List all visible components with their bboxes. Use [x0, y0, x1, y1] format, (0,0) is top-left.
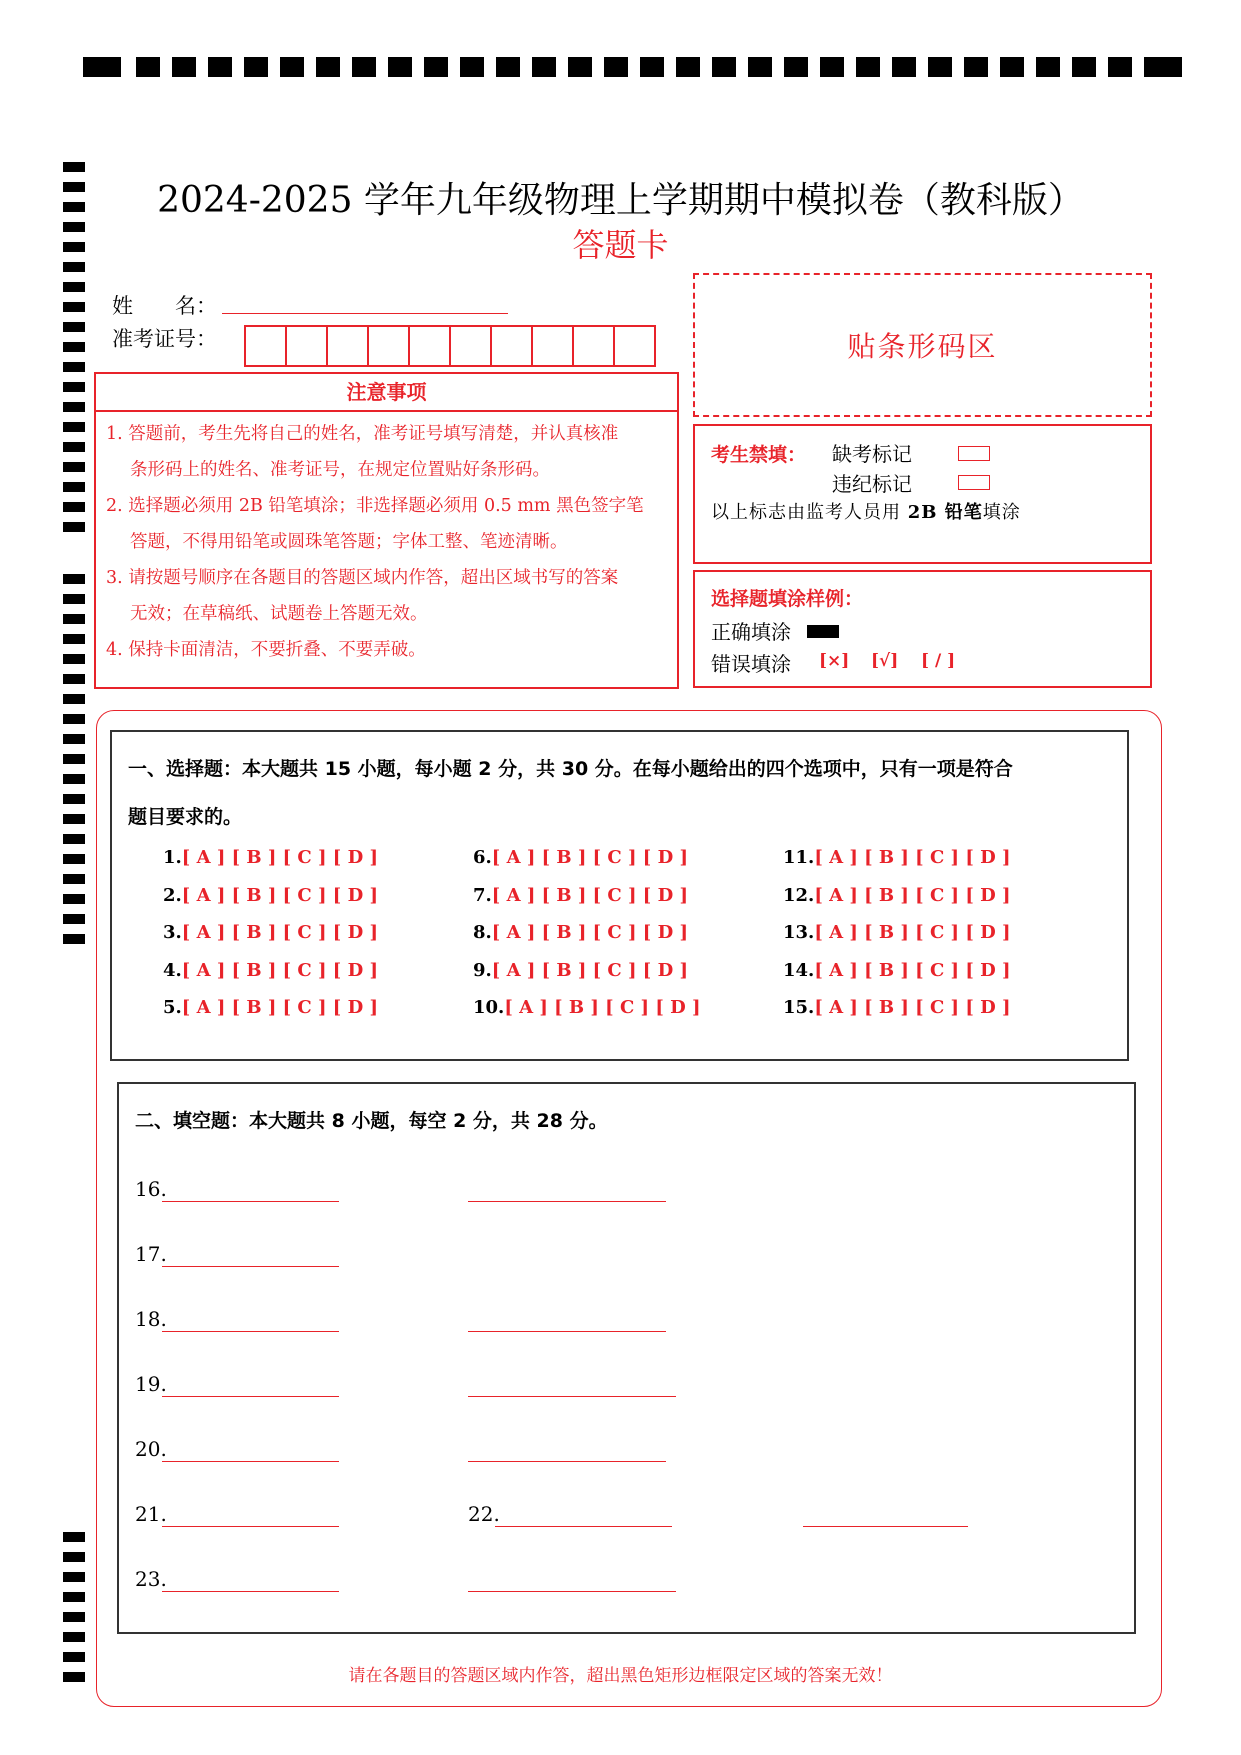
notice-item: 3. 请按题号顺序在各题目的答题区域内作答，超出区域书写的答案	[106, 568, 619, 588]
fill-example-box	[693, 570, 1152, 688]
notice-item: 条形码上的姓名、准考证号，在规定位置贴好条形码。	[130, 460, 550, 480]
name-field[interactable]	[222, 312, 508, 314]
fill-question-21-number: 21.	[135, 1502, 167, 1526]
fill-question-19-number: 19.	[135, 1372, 167, 1396]
choice-options[interactable]: [ A ] [ B ] [ C ] [ D ]	[181, 960, 378, 981]
exam-id-box[interactable]	[533, 327, 574, 365]
exam-id-box[interactable]	[287, 327, 328, 365]
wrong-fill-label: 错误填涂	[711, 652, 791, 676]
candidate-restricted-box	[693, 424, 1152, 564]
exam-id-box[interactable]	[615, 327, 654, 365]
answer-blank[interactable]	[162, 1331, 339, 1332]
wrong-fill-sample: [×]	[819, 651, 850, 671]
fill-question-23-number: 23.	[135, 1567, 167, 1591]
choice-options[interactable]: [ A ] [ B ] [ C ] [ D ]	[491, 847, 688, 868]
notice-item: 2. 选择题必须用 2B 铅笔填涂；非选择题必须用 0.5 mm 黑色签字笔	[106, 496, 644, 516]
question-number: 5.	[163, 997, 182, 1018]
choice-options[interactable]: [ A ] [ B ] [ C ] [ D ]	[181, 847, 378, 868]
question-number: 3.	[163, 922, 182, 943]
candidate-note-suffix: 填涂	[982, 502, 1021, 523]
left-timing-marks-lower	[63, 1532, 85, 1682]
answer-blank[interactable]	[162, 1461, 339, 1462]
choice-options[interactable]: [ A ] [ B ] [ C ] [ D ]	[491, 922, 688, 943]
question-number: 7.	[473, 885, 492, 906]
exam-id-box[interactable]	[574, 327, 615, 365]
correct-fill-sample	[807, 625, 839, 638]
fill-question-16-number: 16.	[135, 1177, 167, 1201]
wrong-fill-sample: [√]	[871, 651, 899, 671]
fill-question-18-number: 18.	[135, 1307, 167, 1331]
barcode-area	[693, 273, 1152, 417]
violation-mark-label: 违纪标记	[832, 472, 912, 496]
choice-question-4[interactable]	[163, 960, 378, 981]
exam-title: 2024-2025 学年九年级物理上学期期中模拟卷（教科版）	[157, 180, 1084, 221]
fill-in-section-heading: 二、填空题：本大题共 8 小题，每空 2 分，共 28 分。	[135, 1110, 608, 1132]
top-timing-marks	[83, 57, 1180, 79]
candidate-restricted-label: 考生禁填：	[711, 444, 807, 466]
notice-item: 1. 答题前，考生先将自己的姓名，准考证号填写清楚，并认真核准	[106, 424, 619, 444]
notice-item: 答题，不得用铅笔或圆珠笔答题；字体工整、笔迹清晰。	[130, 532, 568, 552]
question-number: 13.	[783, 922, 815, 943]
answer-blank[interactable]	[468, 1201, 666, 1202]
notice-item: 4. 保持卡面清洁，不要折叠、不要弄破。	[106, 640, 426, 660]
notice-item: 无效；在草稿纸、试题卷上答题无效。	[130, 604, 428, 624]
exam-id-label: 准考证号：	[112, 327, 217, 351]
barcode-area-label: 贴条形码区	[847, 330, 998, 363]
question-number: 9.	[473, 960, 492, 981]
choice-options[interactable]: [ A ] [ B ] [ C ] [ D ]	[491, 960, 688, 981]
answer-blank[interactable]	[162, 1591, 339, 1592]
choice-question-2[interactable]	[163, 885, 378, 906]
answer-blank[interactable]	[162, 1201, 339, 1202]
exam-id-box[interactable]	[246, 327, 287, 365]
choice-options[interactable]: [ A ] [ B ] [ C ] [ D ]	[814, 847, 1011, 868]
notice-heading: 注意事项	[96, 374, 677, 412]
question-number: 4.	[163, 960, 182, 981]
choice-question-11[interactable]	[783, 847, 1011, 868]
question-number: 8.	[473, 922, 492, 943]
answer-blank[interactable]	[468, 1591, 676, 1592]
footer-warning: 请在各题目的答题区域内作答，超出黑色矩形边框限定区域的答案无效！	[348, 1666, 893, 1686]
choice-question-3[interactable]	[163, 922, 378, 943]
choice-options[interactable]: [ A ] [ B ] [ C ] [ D ]	[814, 997, 1011, 1018]
candidate-note-prefix: 以上标志由监考人员用	[711, 502, 908, 523]
question-number: 10.	[473, 997, 505, 1018]
exam-id-box[interactable]	[451, 327, 492, 365]
fill-question-17-number: 17.	[135, 1242, 167, 1266]
notice-box	[94, 372, 679, 689]
answer-blank[interactable]	[495, 1526, 672, 1527]
candidate-note	[711, 498, 1021, 524]
question-number: 2.	[163, 885, 182, 906]
choice-question-15[interactable]	[783, 997, 1011, 1018]
fill-question-20-number: 20.	[135, 1437, 167, 1461]
answer-blank[interactable]	[162, 1266, 339, 1267]
choice-section	[110, 730, 1129, 1061]
choice-options[interactable]: [ A ] [ B ] [ C ] [ D ]	[504, 997, 701, 1018]
left-timing-marks-middle	[63, 574, 85, 936]
exam-id-box[interactable]	[369, 327, 410, 365]
question-number: 15.	[783, 997, 815, 1018]
answer-blank[interactable]	[162, 1526, 339, 1527]
absent-mark-label: 缺考标记	[832, 442, 912, 466]
choice-question-7[interactable]	[473, 885, 688, 906]
answer-blank[interactable]	[468, 1331, 666, 1332]
question-number: 12.	[783, 885, 815, 906]
choice-options[interactable]: [ A ] [ B ] [ C ] [ D ]	[181, 997, 378, 1018]
fill-in-section	[117, 1082, 1136, 1634]
wrong-fill-sample: [ / ]	[921, 651, 956, 671]
choice-options[interactable]: [ A ] [ B ] [ C ] [ D ]	[181, 885, 378, 906]
choice-question-14[interactable]	[783, 960, 1011, 981]
answer-blank[interactable]	[803, 1526, 968, 1527]
choice-options[interactable]: [ A ] [ B ] [ C ] [ D ]	[491, 885, 688, 906]
choice-options[interactable]: [ A ] [ B ] [ C ] [ D ]	[181, 922, 378, 943]
choice-question-9[interactable]	[473, 960, 688, 981]
answer-sheet-subtitle: 答题卡	[572, 226, 669, 264]
exam-id-box[interactable]	[410, 327, 451, 365]
absent-mark-box[interactable]	[958, 446, 990, 461]
name-label: 姓 名：	[112, 294, 217, 318]
choice-options[interactable]: [ A ] [ B ] [ C ] [ D ]	[814, 885, 1011, 906]
choice-options[interactable]: [ A ] [ B ] [ C ] [ D ]	[814, 960, 1011, 981]
choice-question-1[interactable]	[163, 847, 378, 868]
exam-id-box[interactable]	[492, 327, 533, 365]
candidate-note-bold: 2B 铅笔	[907, 502, 983, 523]
fill-question-22-number: 22.	[468, 1502, 500, 1526]
choice-section-heading: 一、选择题：本大题共 15 小题，每小题 2 分，共 30 分。在每小题给出的四个选项中，只有一项是符合	[128, 758, 1013, 780]
choice-question-10[interactable]	[473, 997, 701, 1018]
answer-blank[interactable]	[468, 1461, 666, 1462]
correct-fill-label: 正确填涂	[711, 620, 791, 644]
choice-options[interactable]: [ A ] [ B ] [ C ] [ D ]	[814, 922, 1011, 943]
fill-example-heading: 选择题填涂样例：	[711, 588, 864, 610]
answer-blank[interactable]	[162, 1396, 339, 1397]
question-number: 1.	[163, 847, 182, 868]
question-number: 14.	[783, 960, 815, 981]
exam-id-box[interactable]	[328, 327, 369, 365]
choice-question-8[interactable]	[473, 922, 688, 943]
choice-question-5[interactable]	[163, 997, 378, 1018]
choice-question-13[interactable]	[783, 922, 1011, 943]
choice-section-heading-cont: 题目要求的。	[128, 806, 243, 828]
exam-id-boxes[interactable]	[244, 325, 656, 367]
question-number: 6.	[473, 847, 492, 868]
answer-blank[interactable]	[468, 1396, 676, 1397]
choice-question-6[interactable]	[473, 847, 688, 868]
question-number: 11.	[783, 847, 815, 868]
choice-question-12[interactable]	[783, 885, 1011, 906]
violation-mark-box[interactable]	[958, 475, 990, 490]
